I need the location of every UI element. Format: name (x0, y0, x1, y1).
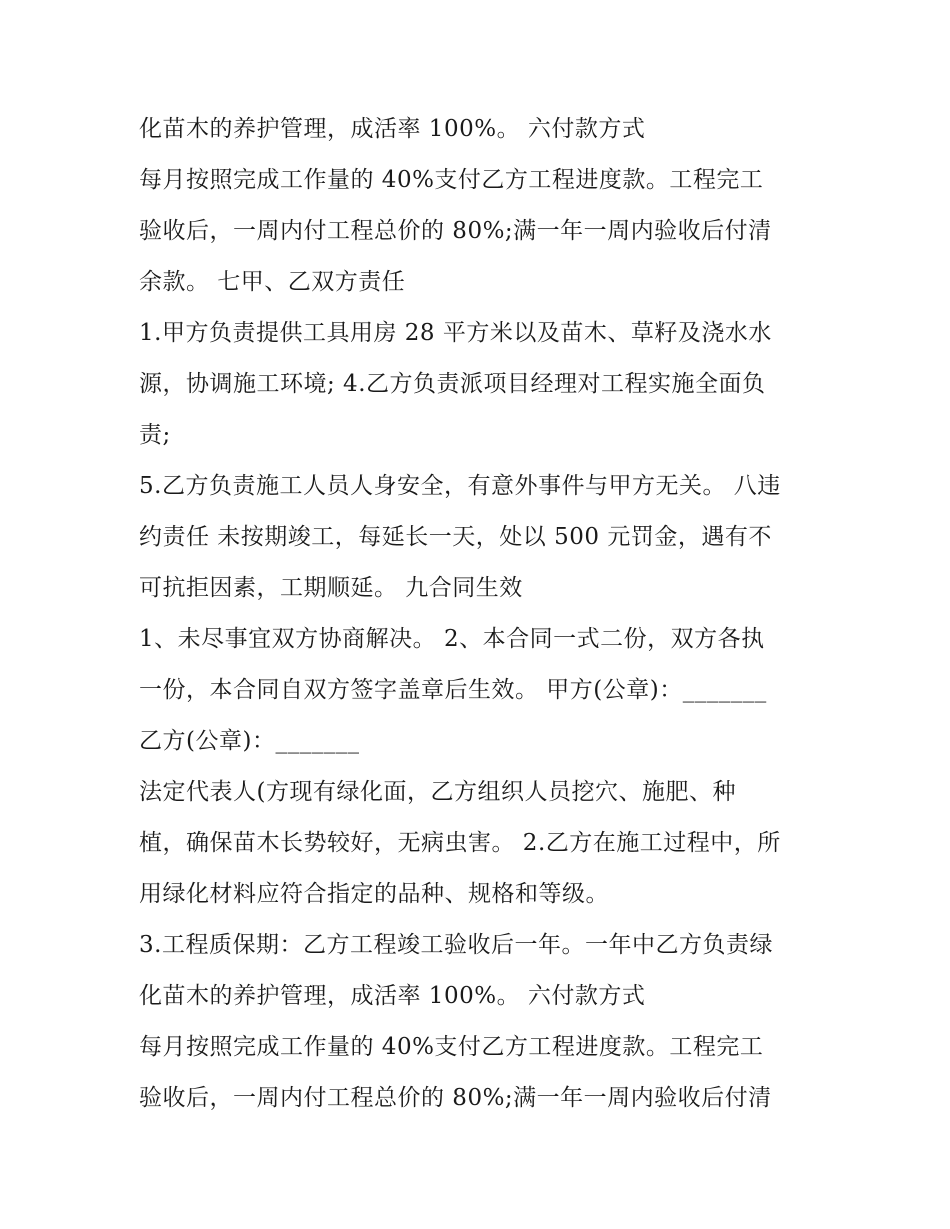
text-line: 每月按照完成工作量的 40%支付乙方工程进度款。工程完工 (139, 1034, 764, 1060)
text-line: 可抗拒因素，工期顺延。 九合同生效 (139, 575, 523, 601)
text-line: 法定代表人(方现有绿化面，乙方组织人员挖穴、施肥、种 (139, 779, 736, 805)
text-line: 用绿化材料应符合指定的品种、规格和等级。 (139, 881, 609, 907)
text-line: 验收后，一周内付工程总价的 80%;满一年一周内验收后付清 (139, 1085, 772, 1111)
text-line: 验收后，一周内付工程总价的 80%;满一年一周内验收后付清 (139, 218, 772, 244)
text-line: 每月按照完成工作量的 40%支付乙方工程进度款。工程完工 (139, 167, 764, 193)
text-line: 一份，本合同自双方签字盖章后生效。 甲方(公章)：_______ (139, 677, 767, 703)
text-line: 3.工程质保期：乙方工程竣工验收后一年。一年中乙方负责绿 (139, 932, 773, 958)
text-line: 乙方(公章)：_______ (139, 728, 360, 754)
text-line: 余款。 七甲、乙双方责任 (139, 269, 406, 295)
text-line: 约责任 未按期竣工，每延长一天，处以 500 元罚金，遇有不 (139, 524, 772, 550)
document-body (139, 104, 829, 1124)
text-line: 化苗木的养护管理，成活率 100%。 六付款方式 (139, 116, 646, 142)
text-line: 5.乙方负责施工人员人身安全，有意外事件与甲方无关。 八违 (139, 473, 781, 499)
text-line: 植，确保苗木长势较好，无病虫害。 2.乙方在施工过程中，所 (139, 830, 781, 856)
text-line: 化苗木的养护管理，成活率 100%。 六付款方式 (139, 983, 646, 1009)
text-line: 1、未尽事宜双方协商解决。 2、本合同一式二份，双方各执 (139, 626, 765, 652)
text-line: 责; (139, 422, 171, 448)
text-line: 1.甲方负责提供工具用房 28 平方米以及苗木、草籽及浇水水 (139, 320, 772, 346)
text-line: 源，协调施工环境; 4.乙方负责派项目经理对工程实施全面负 (139, 371, 766, 397)
